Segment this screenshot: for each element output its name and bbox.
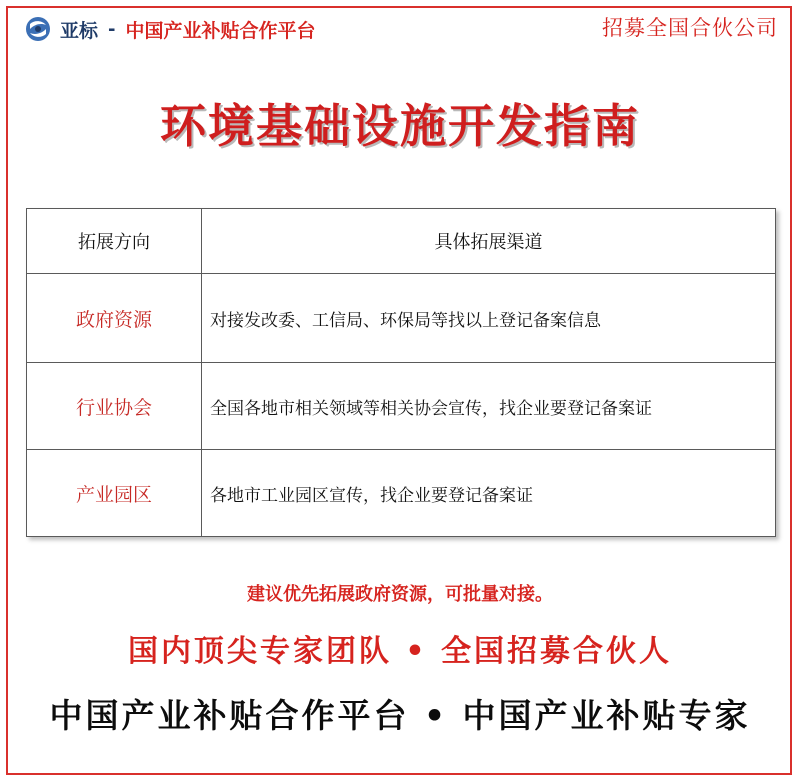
- header-channels: 具体拓展渠道: [202, 209, 776, 274]
- recommendation-note: 建议优先拓展政府资源，可批量对接。: [247, 584, 553, 605]
- brand-name: 亚标: [60, 19, 99, 42]
- table-row: [27, 363, 776, 450]
- page-header: [0, 0, 800, 58]
- page-title: 环境基础设施开发指南: [160, 99, 640, 153]
- platform-name: 中国产业补贴合作平台: [125, 19, 316, 42]
- row-channel: 全国各地市相关领域等相关协会宣传，找企业要登记备案证: [202, 363, 776, 450]
- row-category: 政府资源: [27, 274, 202, 363]
- table-row: [27, 274, 776, 363]
- row-channel: 各地市工业园区宣传，找企业要登记备案证: [202, 450, 776, 537]
- table-header-row: [27, 209, 776, 274]
- table-row: [27, 450, 776, 537]
- row-channel: 对接发改委、工信局、环保局等找以上登记备案信息: [202, 274, 776, 363]
- header-direction: 拓展方向: [27, 209, 202, 274]
- slogan: 国内顶尖专家团队 • 全国招募合伙人: [127, 634, 673, 669]
- guide-table: [26, 208, 776, 537]
- recruit-text: 招募全国合伙公司: [602, 16, 778, 40]
- brand-separator: -: [108, 18, 116, 40]
- footer-text: 中国产业补贴合作平台 • 中国产业补贴专家: [49, 696, 751, 735]
- brand: [24, 14, 316, 44]
- row-category: 行业协会: [27, 363, 202, 450]
- globe-logo-icon: [24, 15, 52, 43]
- row-category: 产业园区: [27, 450, 202, 537]
